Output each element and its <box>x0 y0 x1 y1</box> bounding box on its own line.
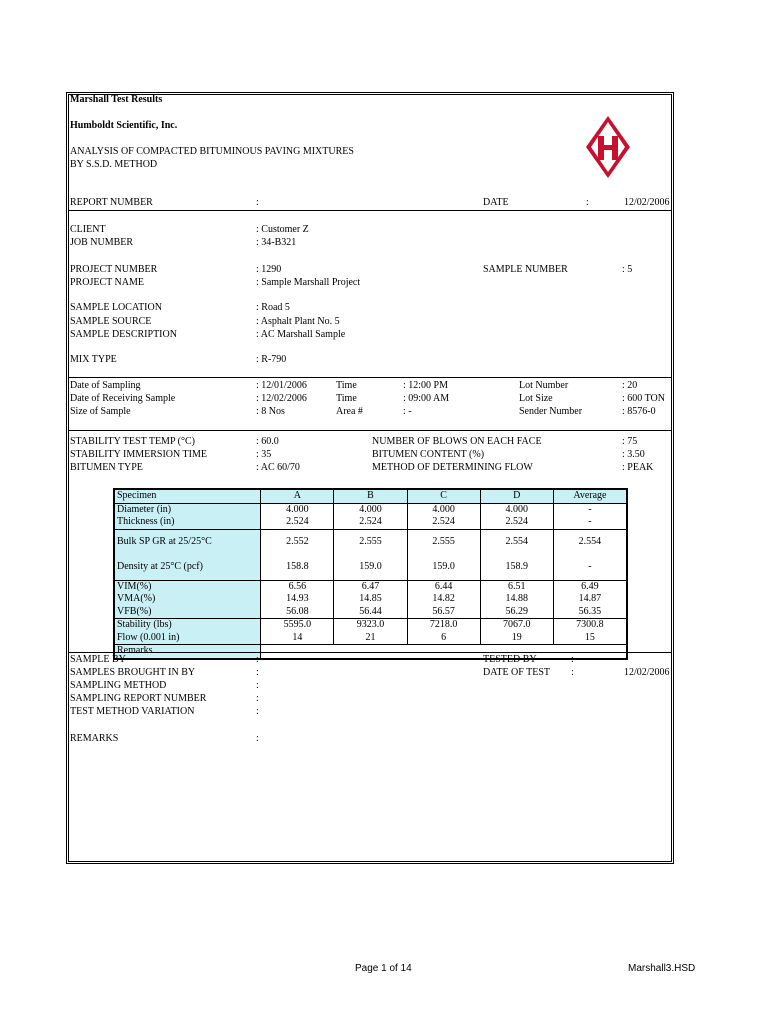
sampling-report-value: : <box>256 693 259 704</box>
stability-temp-label: STABILITY TEST TEMP (°C) <box>70 436 195 447</box>
immersion-value: : 35 <box>256 449 272 460</box>
report-number-value: : <box>256 197 259 208</box>
table-cell: 4.000 <box>407 503 480 516</box>
table-cell: 4.000 <box>261 503 334 516</box>
table-cell: - <box>553 516 627 529</box>
table-header-cell: A <box>261 489 334 503</box>
remarks-value: : <box>256 733 259 744</box>
table-header-row <box>114 489 627 503</box>
flow-method-value: : PEAK <box>622 462 654 473</box>
project-number-label: PROJECT NUMBER <box>70 264 158 275</box>
table-row <box>114 619 627 632</box>
table-cell: 6.56 <box>261 580 334 593</box>
lot-size-value: : 600 TON <box>622 393 665 404</box>
row-label: Thickness (in) <box>114 516 261 529</box>
report-title: Marshall Test Results <box>70 94 163 105</box>
table-cell: 7300.8 <box>553 619 627 632</box>
sample-by-value: : <box>256 654 259 665</box>
row-label: Density at 25°C (pcf) <box>114 555 261 581</box>
table-row <box>114 606 627 619</box>
table-header-cell: C <box>407 489 480 503</box>
test-method-variation-value: : <box>256 706 259 717</box>
sample-location-label: SAMPLE LOCATION <box>70 302 162 313</box>
mix-type-value: : R-790 <box>256 354 287 365</box>
sender-number-value: : 8576-0 <box>622 406 656 417</box>
sample-source-label: SAMPLE SOURCE <box>70 316 152 327</box>
lot-size-label: Lot Size <box>519 393 553 404</box>
row-label: VFB(%) <box>114 606 261 619</box>
sample-description-value: : AC Marshall Sample <box>256 329 346 340</box>
table-cell: 14.82 <box>407 593 480 606</box>
sample-location-value: : Road 5 <box>256 302 290 313</box>
table-cell: 56.29 <box>480 606 553 619</box>
date-colon: : <box>586 197 589 208</box>
date-of-test-label: DATE OF TEST <box>483 667 551 678</box>
sample-number-label: SAMPLE NUMBER <box>483 264 568 275</box>
sample-description-label: SAMPLE DESCRIPTION <box>70 329 177 340</box>
time2-label: Time <box>336 393 357 404</box>
size-sample-value: : 8 Nos <box>256 406 285 417</box>
table-cell: 56.08 <box>261 606 334 619</box>
table-cell: 14.88 <box>480 593 553 606</box>
table-cell: - <box>553 503 627 516</box>
remarks-label: REMARKS <box>70 733 119 744</box>
divider <box>68 377 672 378</box>
table-cell: 6.51 <box>480 580 553 593</box>
table-cell: 158.9 <box>480 555 553 581</box>
project-number-value: : 1290 <box>256 264 282 275</box>
row-label: Stability (lbs) <box>114 619 261 632</box>
table-cell: 14.93 <box>261 593 334 606</box>
table-cell: 2.554 <box>480 529 553 555</box>
table-cell: 6.49 <box>553 580 627 593</box>
table-header-cell: Specimen <box>114 489 261 503</box>
project-name-label: PROJECT NAME <box>70 277 144 288</box>
report-number-label: REPORT NUMBER <box>70 197 153 208</box>
date-of-test-value: 12/02/2006 <box>624 667 670 678</box>
table-cell: 2.554 <box>553 529 627 555</box>
area-label: Area # <box>336 406 363 417</box>
specimen-table <box>113 488 628 660</box>
flow-method-label: METHOD OF DETERMINING FLOW <box>372 462 533 473</box>
table-cell: 9323.0 <box>334 619 407 632</box>
size-sample-label: Size of Sample <box>70 406 131 417</box>
humboldt-logo-icon <box>584 116 632 178</box>
table-cell: 2.555 <box>407 529 480 555</box>
company-name: Humboldt Scientific, Inc. <box>70 120 178 131</box>
table-cell: 4.000 <box>334 503 407 516</box>
table-cell: 7067.0 <box>480 619 553 632</box>
table-cell: 15 <box>553 632 627 645</box>
date-sampling-label: Date of Sampling <box>70 380 141 391</box>
date-value: 12/02/2006 <box>624 197 670 208</box>
sample-source-value: : Asphalt Plant No. 5 <box>256 316 340 327</box>
table-cell: 2.552 <box>261 529 334 555</box>
sample-number-value: : 5 <box>622 264 633 275</box>
area-value: : - <box>403 406 412 417</box>
table-cell: 6.47 <box>334 580 407 593</box>
table-cell: 56.35 <box>553 606 627 619</box>
stability-temp-value: : 60.0 <box>256 436 279 447</box>
table-cell: 14 <box>261 632 334 645</box>
bitumen-type-value: : AC 60/70 <box>256 462 300 473</box>
test-method-variation-label: TEST METHOD VARIATION <box>70 706 195 717</box>
date-of-test-colon: : <box>571 667 574 678</box>
table-header-cell: B <box>334 489 407 503</box>
table-cell: 159.0 <box>407 555 480 581</box>
blows-label: NUMBER OF BLOWS ON EACH FACE <box>372 436 542 447</box>
row-label: Diameter (in) <box>114 503 261 516</box>
row-label: VMA(%) <box>114 593 261 606</box>
table-cell: 2.524 <box>334 516 407 529</box>
table-cell: 19 <box>480 632 553 645</box>
date-receiving-label: Date of Receiving Sample <box>70 393 176 404</box>
table-row <box>114 503 627 516</box>
table-cell: 6.44 <box>407 580 480 593</box>
lot-number-label: Lot Number <box>519 380 569 391</box>
table-row <box>114 555 627 581</box>
table-header-cell: Average <box>553 489 627 503</box>
time1-label: Time <box>336 380 357 391</box>
table-row <box>114 580 627 593</box>
job-number-value: : 34-B321 <box>256 237 297 248</box>
analysis-line-2: BY S.S.D. METHOD <box>70 159 158 170</box>
client-label: CLIENT <box>70 224 106 235</box>
row-label: Bulk SP GR at 25/25°C <box>114 529 261 555</box>
table-cell: 2.524 <box>261 516 334 529</box>
lot-number-value: : 20 <box>622 380 638 391</box>
table-header-cell: D <box>480 489 553 503</box>
table-row <box>114 529 627 555</box>
row-label: Remarks <box>114 645 261 659</box>
client-value: : Customer Z <box>256 224 309 235</box>
samples-brought-label: SAMPLES BROUGHT IN BY <box>70 667 196 678</box>
table-cell: 56.44 <box>334 606 407 619</box>
sampling-method-label: SAMPLING METHOD <box>70 680 167 691</box>
table-cell: 5595.0 <box>261 619 334 632</box>
analysis-line-1: ANALYSIS OF COMPACTED BITUMINOUS PAVING MIXTURES <box>70 146 354 157</box>
tested-by-value: : <box>571 654 574 665</box>
table-cell: 7218.0 <box>407 619 480 632</box>
table-row <box>114 516 627 529</box>
bitumen-content-value: : 3.50 <box>622 449 645 460</box>
time1-value: : 12:00 PM <box>403 380 449 391</box>
bitumen-type-label: BITUMEN TYPE <box>70 462 143 473</box>
table-row <box>114 632 627 645</box>
divider <box>68 210 672 211</box>
table-cell: 159.0 <box>334 555 407 581</box>
date-label: DATE <box>483 197 509 208</box>
table-cell: - <box>553 555 627 581</box>
table-cell: 2.555 <box>334 529 407 555</box>
table-cell: 14.85 <box>334 593 407 606</box>
table-cell: 2.524 <box>480 516 553 529</box>
tested-by-label: TESTED BY <box>483 654 537 665</box>
sample-by-label: SAMPLE BY <box>70 654 126 665</box>
table-cell: 21 <box>334 632 407 645</box>
date-receiving-value: : 12/02/2006 <box>256 393 307 404</box>
table-cell: 14.87 <box>553 593 627 606</box>
table-cell: 4.000 <box>480 503 553 516</box>
table-cell: 6 <box>407 632 480 645</box>
sampling-method-value: : <box>256 680 259 691</box>
mix-type-label: MIX TYPE <box>70 354 117 365</box>
table-row <box>114 593 627 606</box>
sender-number-label: Sender Number <box>519 406 583 417</box>
blows-value: : 75 <box>622 436 638 447</box>
samples-brought-value: : <box>256 667 259 678</box>
table-cell: 158.8 <box>261 555 334 581</box>
time2-value: : 09:00 AM <box>403 393 450 404</box>
row-label: Flow (0.001 in) <box>114 632 261 645</box>
divider <box>68 652 672 653</box>
page-number: Page 1 of 14 <box>355 963 412 974</box>
sampling-report-label: SAMPLING REPORT NUMBER <box>70 693 207 704</box>
job-number-label: JOB NUMBER <box>70 237 134 248</box>
date-sampling-value: : 12/01/2006 <box>256 380 307 391</box>
table-cell: 56.57 <box>407 606 480 619</box>
bitumen-content-label: BITUMEN CONTENT (%) <box>372 449 485 460</box>
file-name: Marshall3.HSD <box>628 963 696 974</box>
project-name-value: : Sample Marshall Project <box>256 277 361 288</box>
row-label: VIM(%) <box>114 580 261 593</box>
divider <box>68 430 672 431</box>
immersion-label: STABILITY IMMERSION TIME <box>70 449 207 460</box>
table-cell: 2.524 <box>407 516 480 529</box>
